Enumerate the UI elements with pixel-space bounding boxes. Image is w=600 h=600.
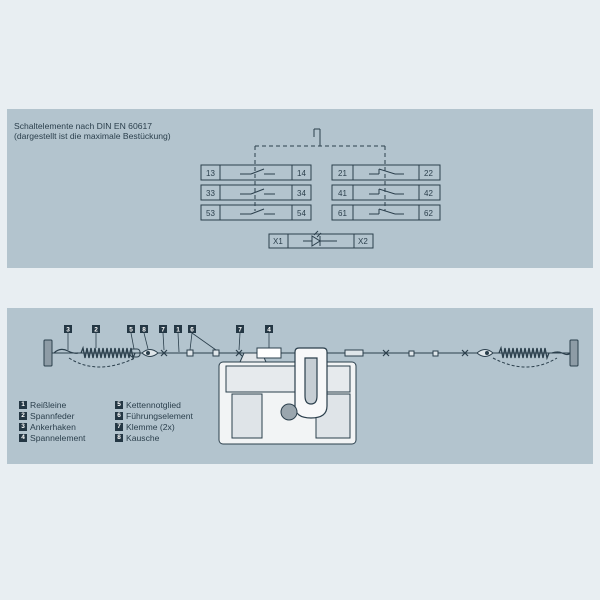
guide-element-2: [213, 350, 219, 356]
callout-3: 3: [66, 326, 70, 334]
legend-badge: 3: [19, 423, 27, 431]
left-anchor-post: [44, 340, 52, 366]
contact-label-right: 14: [297, 169, 306, 178]
no-contact-symbol: [240, 169, 275, 174]
guide-element-1: [187, 350, 193, 356]
contact-block-33-34: [201, 185, 311, 200]
contact-schematic: [7, 109, 593, 268]
contact-label-left: 61: [338, 209, 347, 218]
schematic-subtitle: (dargestellt ist die maximale Bestückung): [14, 131, 171, 141]
rope-assembly-panel: [7, 308, 593, 464]
legend-item-3: [19, 422, 76, 432]
callout-7a: 7: [161, 326, 165, 334]
left-slack-arc: [69, 358, 135, 367]
reset-knob: [281, 404, 297, 420]
legend-label: Kettennotglied: [126, 400, 181, 410]
nc-contact-symbol: [369, 169, 404, 174]
contact-block-21-22: [332, 165, 440, 180]
contact-label-left: 53: [206, 209, 215, 218]
legend-label: Reißleine: [30, 400, 67, 410]
no-contact-symbol: [240, 189, 275, 194]
legend-badge: 8: [115, 434, 123, 442]
actuator-symbol: [314, 129, 320, 146]
tension-element: [257, 348, 281, 358]
nc-contact-symbol: [369, 209, 404, 214]
callout-8: 8: [142, 326, 146, 334]
linkage-dashed: [255, 146, 385, 211]
callout-6: 6: [190, 326, 194, 334]
right-guide-1: [409, 351, 414, 356]
pull-switch-housing: [219, 353, 356, 444]
contact-label-right: 54: [297, 209, 306, 218]
contact-label-right: 22: [424, 169, 433, 178]
legend-item-2: [19, 411, 74, 421]
right-sleeve: [345, 350, 363, 356]
right-anchor-post: [570, 340, 578, 366]
legend-badge: 4: [19, 434, 27, 442]
schematic-title: Schaltelemente nach DIN EN 60617: [14, 121, 153, 131]
contact-label-right: 34: [297, 189, 306, 198]
contact-label-right: 42: [424, 189, 433, 198]
legend-badge: 6: [115, 412, 123, 420]
legend-item-1: [19, 400, 66, 410]
contact-block-61-62: [332, 205, 440, 220]
contact-label-left: 41: [338, 189, 347, 198]
rope-assembly-drawing: [7, 308, 593, 464]
contact-label-left: 21: [338, 169, 347, 178]
legend-item-6: [115, 411, 193, 421]
callout-1: 1: [176, 326, 180, 334]
callout-4: 4: [267, 326, 271, 334]
legend-badge: 1: [19, 401, 27, 409]
legend-badge: 5: [115, 401, 123, 409]
contact-label-left: 13: [206, 169, 215, 178]
legend-label: Spannfeder: [30, 411, 75, 421]
legend-label: Klemme (2x): [126, 422, 175, 432]
nc-contact-symbol: [369, 189, 404, 194]
indicator-label-right: X2: [358, 237, 368, 246]
legend-item-5: [115, 400, 181, 410]
no-contact-symbol: [240, 209, 275, 214]
contact-block-53-54: [201, 205, 311, 220]
switching-elements-panel: [7, 109, 593, 268]
callout-2: 2: [94, 326, 98, 334]
right-slack-arc: [493, 358, 557, 367]
callout-badges: [64, 325, 273, 334]
actuation-lever: [295, 348, 327, 418]
led-icon: [303, 231, 337, 246]
legend-item-7: [115, 422, 175, 432]
contact-block-13-14: [201, 165, 311, 180]
indicator-block-x1-x2: [269, 231, 373, 248]
legend-item-4: [19, 433, 85, 443]
contact-label-left: 33: [206, 189, 215, 198]
callout-5: 5: [129, 326, 133, 334]
contact-label-right: 62: [424, 209, 433, 218]
indicator-label-left: X1: [273, 237, 283, 246]
legend-label: Spannelement: [30, 433, 86, 443]
contact-block-41-42: [332, 185, 440, 200]
legend-label: Führungselement: [126, 411, 193, 421]
legend-label: Ankerhaken: [30, 422, 76, 432]
legend-item-8: [115, 433, 159, 443]
right-spring: [499, 348, 549, 358]
legend-badge: 7: [115, 423, 123, 431]
right-guide-2: [433, 351, 438, 356]
legend-badge: 2: [19, 412, 27, 420]
legend-label: Kausche: [126, 433, 160, 443]
callout-7b: 7: [238, 326, 242, 334]
